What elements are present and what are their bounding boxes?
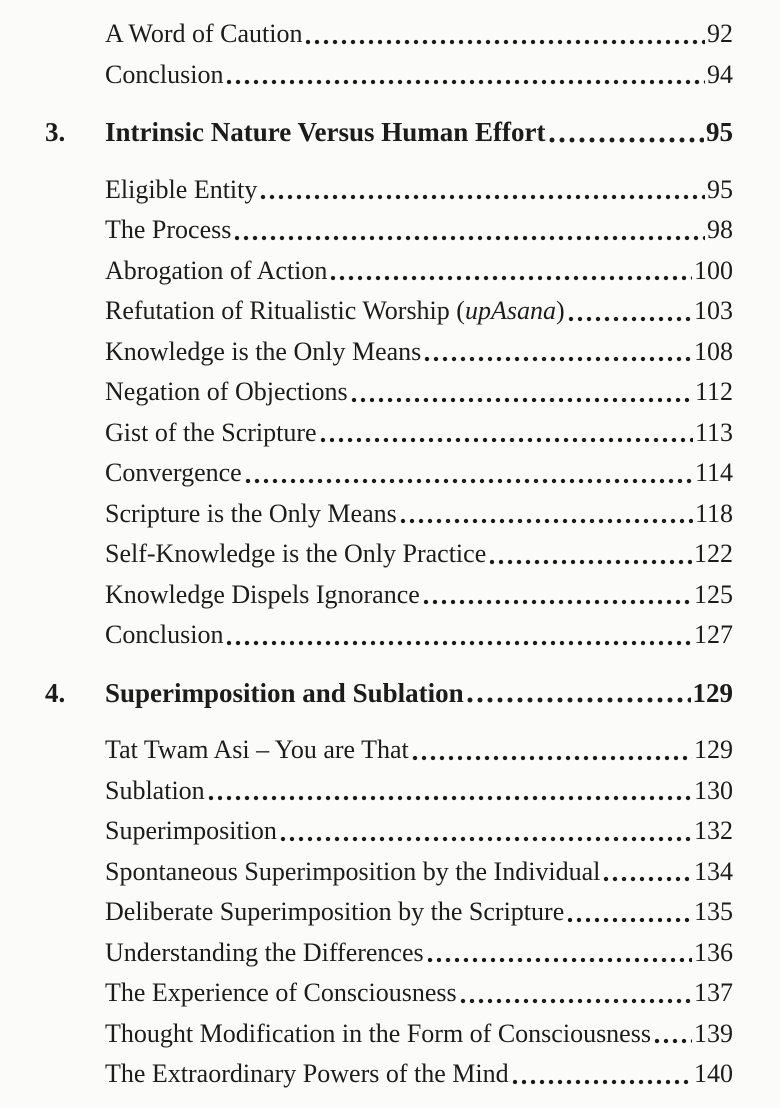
- dot-leader: [489, 559, 692, 565]
- toc-entry-page: 95: [707, 174, 733, 204]
- dot-leader: [280, 836, 692, 842]
- toc-entry-title: Tat Twam Asi – You are That: [105, 735, 409, 764]
- toc-entry: [105, 210, 733, 251]
- toc-entry: [105, 534, 733, 575]
- dot-leader: [460, 998, 692, 1004]
- toc-entry: [105, 170, 733, 211]
- toc-entry-page: 129: [694, 735, 733, 764]
- dot-leader: [330, 275, 692, 281]
- toc-entry-title: The Process: [105, 215, 232, 244]
- toc-entry-title: [105, 291, 565, 332]
- toc-entry-page: 112: [694, 377, 733, 406]
- toc-entry-page: 139: [694, 1018, 733, 1048]
- toc-entry-page: 127: [694, 620, 733, 649]
- dot-leader: [427, 957, 692, 963]
- toc-entry-title: The Experience of Consciousness: [105, 978, 457, 1007]
- toc-entry-title-part: ): [555, 296, 565, 325]
- toc-entry: [105, 291, 733, 332]
- dot-leader: [568, 316, 692, 322]
- toc-entry-page: 103: [694, 296, 733, 325]
- toc-entry: [105, 892, 733, 933]
- dot-leader: [245, 478, 693, 484]
- toc-chapter-number: 4.: [45, 677, 66, 708]
- dot-leader: [226, 640, 692, 646]
- toc-entry-page: 98: [707, 215, 733, 244]
- dot-leader: [226, 79, 705, 85]
- toc-entry-page: 137: [694, 978, 733, 1007]
- toc-entry-title: Conclusion: [105, 620, 224, 649]
- toc-entry-title: Negation of Objections: [105, 377, 348, 406]
- toc-entry-title: Self-Knowledge is the Only Practice: [105, 539, 487, 568]
- toc-entry-title: Scripture is the Only Means: [105, 498, 397, 528]
- dot-leader: [549, 137, 704, 143]
- toc-entry: [105, 453, 733, 494]
- toc-chapter: [45, 673, 733, 714]
- toc-chapter-title: Intrinsic Nature Versus Human Effort: [105, 117, 546, 147]
- toc-entry: [105, 811, 733, 852]
- toc-entry-page: 108: [694, 336, 733, 366]
- dot-leader: [400, 518, 693, 524]
- dot-leader: [512, 1079, 692, 1085]
- dot-leader: [234, 235, 705, 241]
- toc-entry-title: Knowledge Dispels Ignorance: [105, 579, 420, 609]
- toc-entry: [105, 372, 733, 413]
- toc-entry: [105, 55, 733, 96]
- dot-leader: [351, 397, 693, 403]
- dot-leader: [260, 194, 705, 200]
- toc-entry: [105, 1014, 733, 1055]
- toc-entry: [105, 771, 733, 812]
- toc-entry-page: 134: [694, 856, 733, 886]
- dot-leader: [467, 697, 691, 703]
- toc-entry: [105, 575, 733, 616]
- toc-entry-title: Sublation: [105, 775, 205, 805]
- dot-leader: [567, 917, 692, 923]
- toc-entry-page: 122: [694, 539, 733, 568]
- toc-entry: [105, 413, 733, 454]
- dot-leader: [424, 356, 692, 362]
- dot-leader: [423, 599, 692, 605]
- toc-entry-title: Superimposition: [105, 816, 277, 845]
- toc-entry-title: Abrogation of Action: [105, 255, 328, 285]
- toc-entry: [105, 973, 733, 1014]
- toc-entry: [105, 730, 733, 771]
- toc-entry-page: 130: [694, 775, 733, 805]
- toc-entry-title: Conclusion: [105, 59, 224, 89]
- dot-leader: [320, 437, 693, 443]
- toc-entry-page: 94: [707, 59, 733, 89]
- toc-entry-title: Spontaneous Superimposition by the Individual: [105, 856, 601, 886]
- toc-entry: [105, 494, 733, 535]
- toc-entry: [105, 14, 733, 55]
- toc-entry-page: 135: [694, 897, 733, 926]
- toc-entry-page: 136: [694, 937, 733, 967]
- toc-entry-title: Understanding the Differences: [105, 937, 424, 967]
- toc-entry-page: 92: [707, 19, 733, 48]
- toc-entry: [105, 332, 733, 373]
- dot-leader: [654, 1038, 692, 1044]
- toc-entry-title: A Word of Caution: [105, 19, 303, 48]
- toc-entry: [105, 1054, 733, 1095]
- toc-entry-title: Convergence: [105, 458, 242, 487]
- toc-entry-title: Deliberate Superimposition by the Scripture: [105, 897, 565, 926]
- toc-entry-page: 118: [694, 498, 733, 528]
- toc-entry-page: 140: [694, 1059, 733, 1088]
- toc-entry-page: 100: [694, 255, 733, 285]
- toc-entry-title-italic: upAsana: [464, 296, 556, 325]
- toc-chapter-number: 3.: [45, 117, 66, 147]
- dot-leader: [603, 876, 692, 882]
- toc-chapter-page: 95: [706, 117, 733, 147]
- dot-leader: [208, 795, 692, 801]
- toc-entry-title: The Extraordinary Powers of the Mind: [105, 1059, 509, 1088]
- toc-entry-page: 113: [694, 417, 733, 447]
- toc-entry-title: Gist of the Scripture: [105, 417, 317, 447]
- toc-entry-title-part: Refutation of Ritualistic Worship (: [105, 296, 465, 325]
- toc-chapter-page: 129: [692, 677, 733, 708]
- toc-entry-page: 132: [694, 816, 733, 845]
- toc-entry-title: Thought Modification in the Form of Consciousness: [105, 1018, 651, 1048]
- toc-entry: [105, 933, 733, 974]
- toc-chapter: [45, 112, 733, 153]
- toc-chapter-title: Superimposition and Sublation: [105, 677, 464, 708]
- toc-entry-title: Knowledge is the Only Means: [105, 336, 422, 366]
- toc-entry-page: 125: [694, 579, 733, 609]
- toc-entry-page: 114: [694, 458, 733, 487]
- toc-entry: [105, 615, 733, 656]
- dot-leader: [305, 39, 705, 45]
- toc-entry: [105, 852, 733, 893]
- dot-leader: [412, 755, 692, 761]
- toc-entry-title: Eligible Entity: [105, 174, 258, 204]
- toc-entry: [105, 251, 733, 292]
